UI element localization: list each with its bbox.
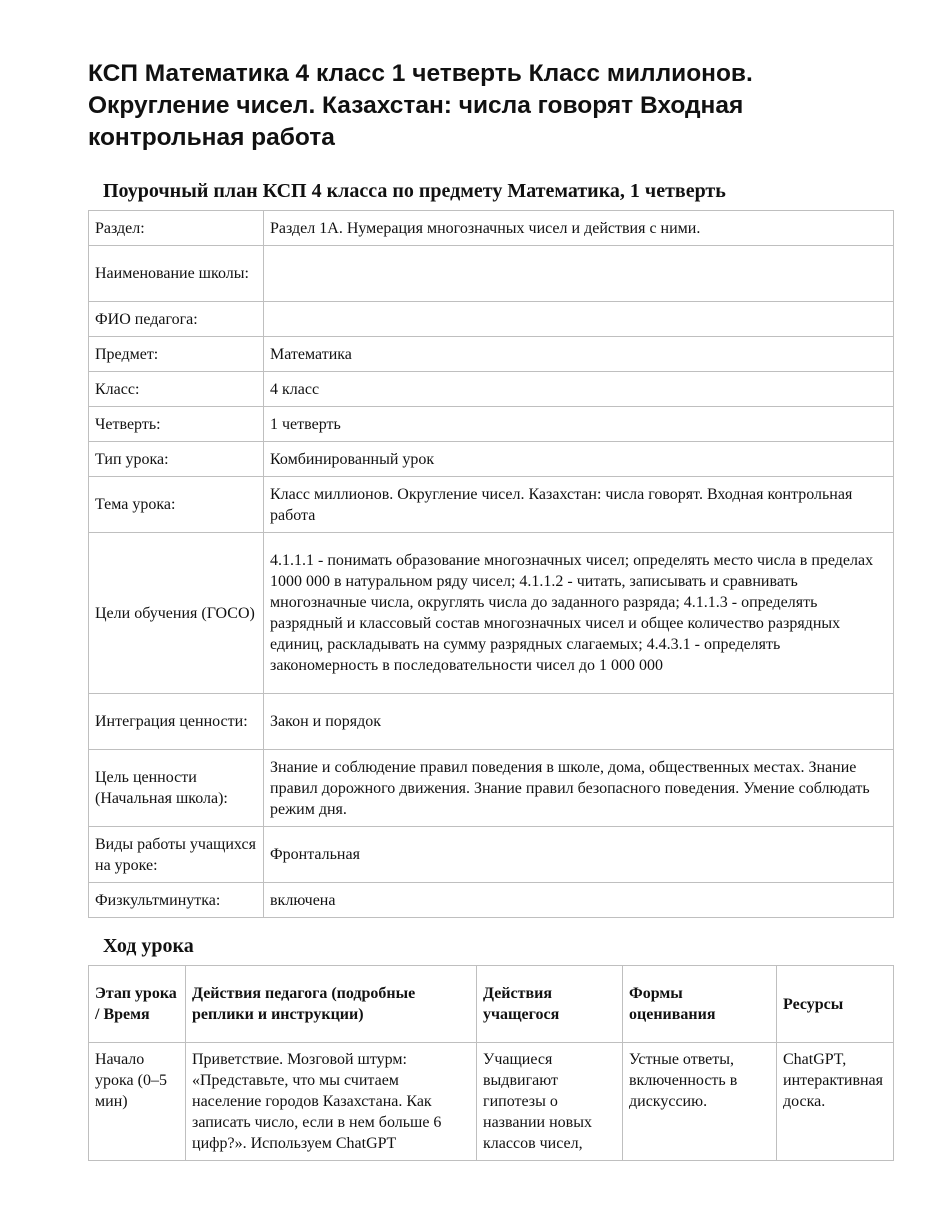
row-value: 1 четверть: [264, 407, 894, 442]
table-row: [89, 694, 894, 750]
row-label: Тема урока:: [89, 477, 264, 533]
column-header-stage: Этап урока / Время: [89, 966, 186, 1043]
row-label: Интеграция ценности:: [89, 694, 264, 750]
row-label: Класс:: [89, 372, 264, 407]
table-row: [89, 302, 894, 337]
assessment-cell: Устные ответы, включенность в дискуссию.: [623, 1043, 777, 1161]
table-row: [89, 1043, 894, 1161]
row-value: Класс миллионов. Округление чисел. Казахстан: числа говорят. Входная контрольная работа: [264, 477, 894, 533]
document-title: КСП Математика 4 класс 1 четверть Класс миллионов. Округление чисел. Казахстан: числа говорят Входная контрольная работа: [88, 60, 753, 151]
row-label: Раздел:: [89, 211, 264, 246]
row-label: Цели обучения (ГОСО): [89, 533, 264, 694]
table-row: [89, 442, 894, 477]
row-label: Тип урока:: [89, 442, 264, 477]
table-row: [89, 533, 894, 694]
table-row: [89, 246, 894, 302]
stage-cell: Начало урока (0–5 мин): [89, 1043, 186, 1161]
teacher-cell: Приветствие. Мозговой штурм: «Представьте, что мы считаем население городов Казахстана. Как записать число, если в нем больше 6 цифр?». Используем ChatGPT: [186, 1043, 477, 1161]
row-value: [264, 302, 894, 337]
table-row: [89, 827, 894, 883]
table-row: [89, 337, 894, 372]
table-header-row: [89, 966, 894, 1043]
row-value: 4.1.1.1 - понимать образование многозначных чисел; определять место числа в пределах 1000 000 в натуральном ряду чисел; 4.1.1.2 - читать, записывать и сравнивать многозначные числа, округлять числа до заданного разряда; 4.1.1.3 - определять разрядный и классовый состав многозначных чисел и общее количество разрядных единиц, раскладывать на сумму разрядных слагаемых; 4.4.3.1 - определять закономерность в последовательности чисел до 1 000 000: [264, 533, 894, 694]
row-value: Фронтальная: [264, 827, 894, 883]
table-row: [89, 477, 894, 533]
lesson-progress-table: [88, 965, 894, 1161]
row-value: Закон и порядок: [264, 694, 894, 750]
row-value: Раздел 1А. Нумерация многозначных чисел и действия с ними.: [264, 211, 894, 246]
row-value: Комбинированный урок: [264, 442, 894, 477]
row-label: Наименование школы:: [89, 246, 264, 302]
row-value: Математика: [264, 337, 894, 372]
plan-heading: Поурочный план КСП 4 класса по предмету Математика, 1 четверть: [103, 180, 726, 202]
table-row: [89, 407, 894, 442]
table-row: [89, 372, 894, 407]
row-value: включена: [264, 883, 894, 918]
student-cell: Учащиеся выдвигают гипотезы о названии новых классов чисел,: [477, 1043, 623, 1161]
row-label: ФИО педагога:: [89, 302, 264, 337]
column-header-resources: Ресурсы: [777, 966, 894, 1043]
table-row: [89, 883, 894, 918]
row-value: 4 класс: [264, 372, 894, 407]
table-row: [89, 211, 894, 246]
lesson-progress-heading: Ход урока: [103, 935, 194, 957]
lesson-plan-table: [88, 210, 894, 918]
table-row: [89, 750, 894, 827]
column-header-assessment: Формы оценивания: [623, 966, 777, 1043]
row-value: [264, 246, 894, 302]
row-label: Физкультминутка:: [89, 883, 264, 918]
row-label: Цель ценности (Начальная школа):: [89, 750, 264, 827]
resources-cell: ChatGPT, интерактивная доска.: [777, 1043, 894, 1161]
column-header-teacher: Действия педагога (подробные реплики и инструкции): [186, 966, 477, 1043]
row-label: Виды работы учащихся на уроке:: [89, 827, 264, 883]
row-label: Четверть:: [89, 407, 264, 442]
row-label: Предмет:: [89, 337, 264, 372]
column-header-student: Действия учащегося: [477, 966, 623, 1043]
row-value: Знание и соблюдение правил поведения в школе, дома, общественных местах. Знание правил дорожного движения. Знание правил безопасного поведения. Умение соблюдать режим дня.: [264, 750, 894, 827]
